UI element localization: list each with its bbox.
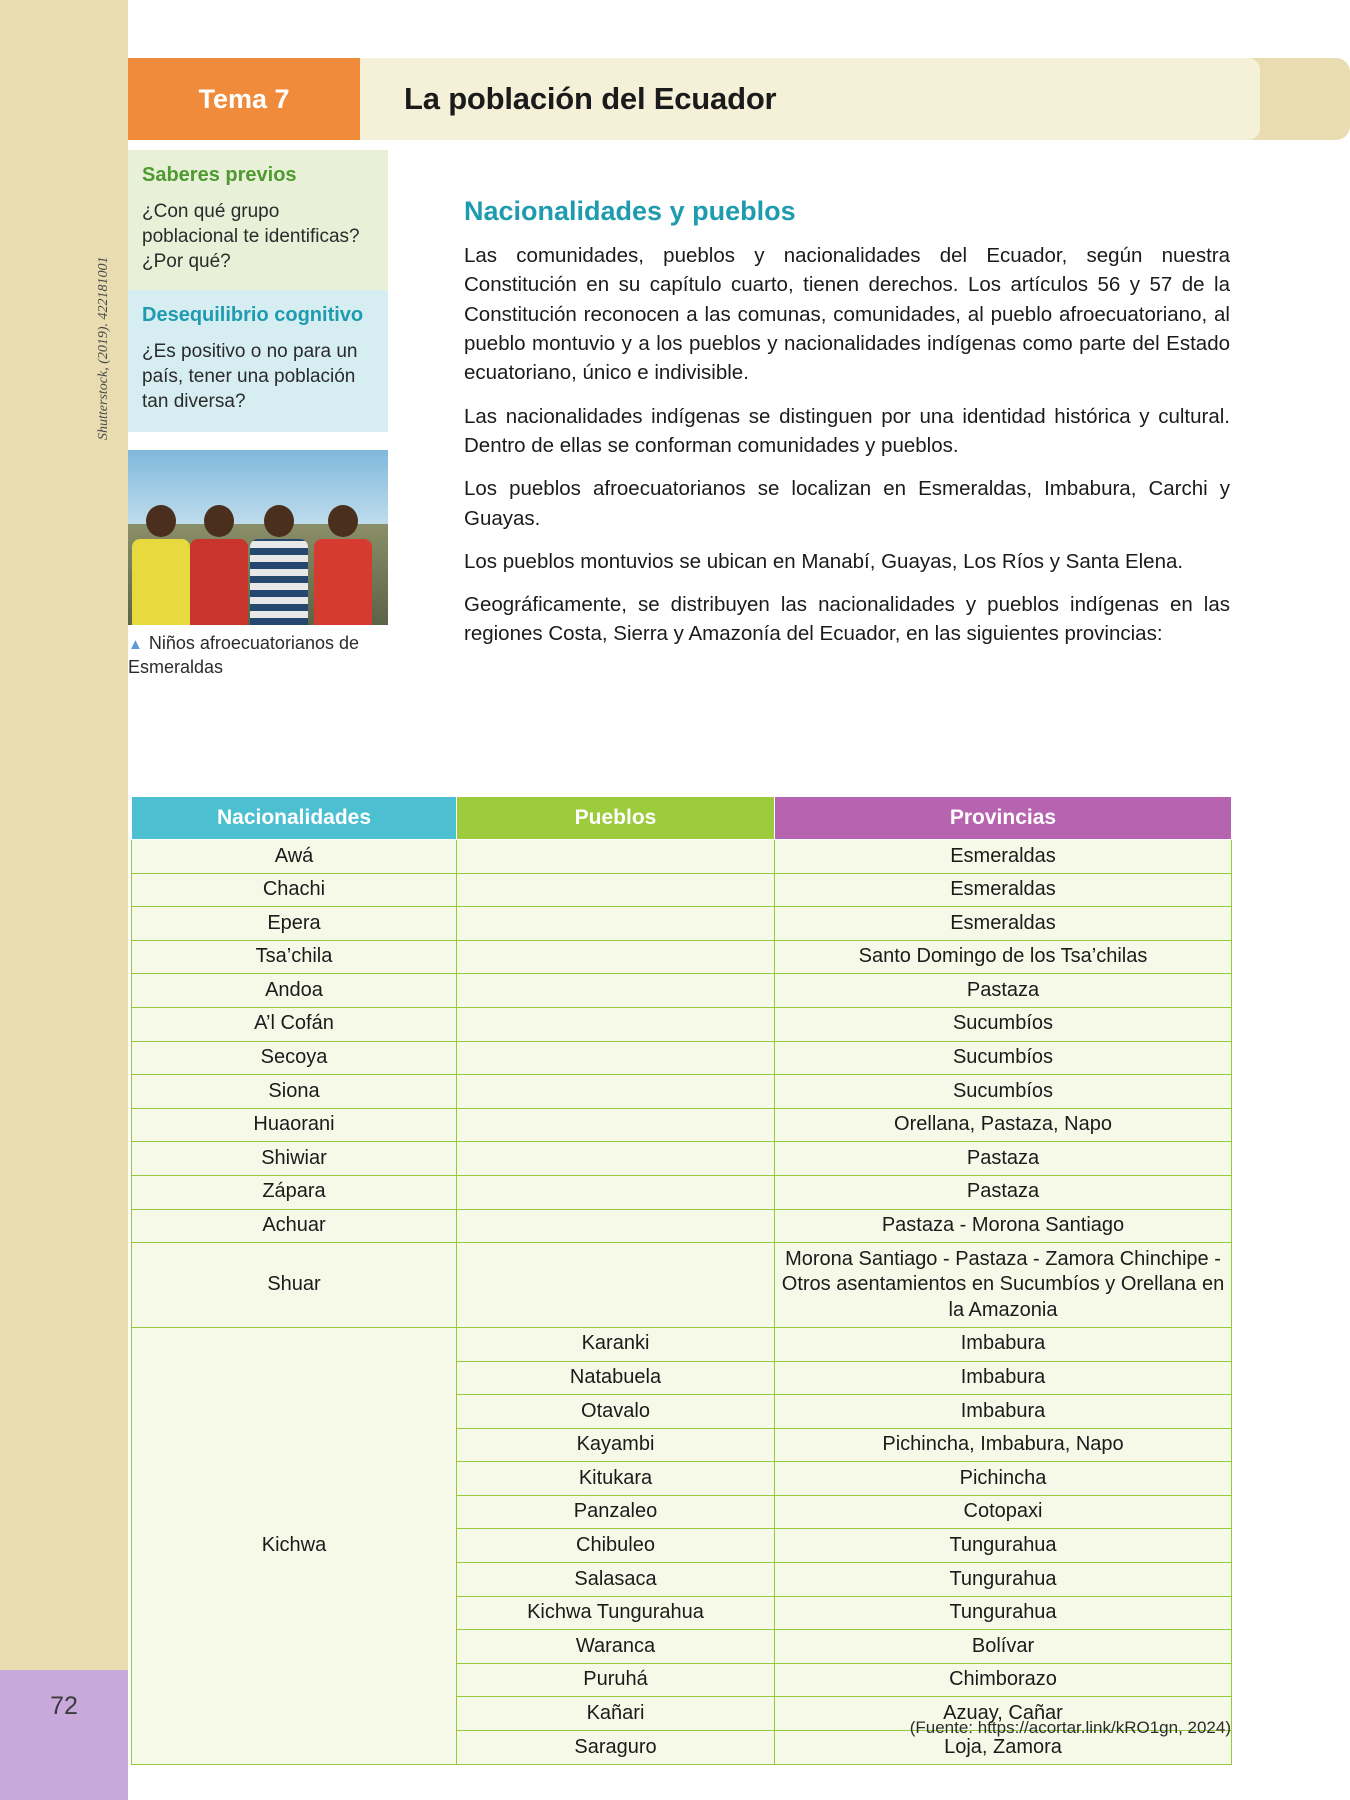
page-number-tab (0, 1670, 128, 1800)
cell-pueblo (457, 1075, 775, 1109)
table-row (132, 1041, 1232, 1075)
cell-nacionalidad: Kichwa (132, 1327, 457, 1764)
cell-nacionalidad: Siona (132, 1075, 457, 1109)
cell-provincia: Pastaza (775, 1142, 1232, 1176)
table-row (132, 907, 1232, 941)
photo-credit: Shutterstock, (2019). 422181001 (96, 256, 111, 440)
cell-pueblo: Otavalo (457, 1395, 775, 1429)
table-row-shuar (132, 1243, 1232, 1328)
cell-pueblo: Panzaleo (457, 1495, 775, 1529)
table-header-row (132, 797, 1232, 840)
table-header-nacionalidades: Nacionalidades (132, 797, 457, 840)
cell-pueblo (457, 1007, 775, 1041)
cell-provincia: Pastaza (775, 1175, 1232, 1209)
cell-provincia: Imbabura (775, 1327, 1232, 1361)
article-paragraph: Los pueblos afroecuatorianos se localizan en Esmeraldas, Imbabura, Carchi y Guayas. (464, 477, 1230, 530)
saberes-previos-text: ¿Con qué grupo poblacional te identificas? ¿Por qué? (142, 201, 360, 273)
photo-child-head (328, 505, 358, 537)
photo-child-head (264, 505, 294, 537)
tema-label: Tema 7 (198, 83, 290, 114)
cell-nacionalidad: Shiwiar (132, 1142, 457, 1176)
article-paragraph: Los pueblos montuvios se ubican en Manabí, Guayas, Los Ríos y Santa Elena. (464, 549, 1184, 573)
cell-pueblo: Kichwa Tungurahua (457, 1596, 775, 1630)
cell-pueblo: Karanki (457, 1327, 775, 1361)
cell-nacionalidad: Tsa’chila (132, 940, 457, 974)
cell-nacionalidad: Chachi (132, 873, 457, 907)
photo-caption (128, 632, 396, 680)
cell-pueblo (457, 840, 775, 874)
cell-pueblo: Waranca (457, 1630, 775, 1664)
cell-nacionalidad: Epera (132, 907, 457, 941)
table-row-kichwa (132, 1327, 1232, 1361)
cell-pueblo: Kayambi (457, 1428, 775, 1462)
cell-provincia: Tungurahua (775, 1596, 1232, 1630)
article-body (464, 196, 1230, 663)
cell-provincia: Tungurahua (775, 1563, 1232, 1597)
cell-nacionalidad: Huaorani (132, 1108, 457, 1142)
cell-provincia: Imbabura (775, 1395, 1232, 1429)
cell-pueblo (457, 1243, 775, 1328)
photo-child-head (204, 505, 234, 537)
cell-pueblo (457, 1175, 775, 1209)
table-source-note: (Fuente: https://acortar.link/kRO1gn, 2024) (909, 1718, 1231, 1737)
table-row (132, 940, 1232, 974)
tema-badge (128, 58, 360, 140)
photo-child-shirt (250, 539, 308, 625)
cell-provincia: Pastaza (775, 974, 1232, 1008)
cell-pueblo: Kañari (457, 1697, 775, 1731)
cell-provincia: Esmeraldas (775, 873, 1232, 907)
cell-pueblo (457, 873, 775, 907)
cell-pueblo: Salasaca (457, 1563, 775, 1597)
cell-provincia: Chimborazo (775, 1663, 1232, 1697)
cell-nacionalidad: Secoya (132, 1041, 457, 1075)
photo-caption-text: Niños afroecuatorianos de Esmeraldas (128, 633, 359, 677)
table-header-pueblos: Pueblos (457, 797, 775, 840)
cell-provincia: Santo Domingo de los Tsa’chilas (775, 940, 1232, 974)
desequilibrio-cognitivo-box (128, 290, 388, 432)
table-header-provincias: Provincias (775, 797, 1232, 840)
cell-pueblo (457, 974, 775, 1008)
table-row (132, 1007, 1232, 1041)
nacionalidades-table (131, 796, 1232, 1765)
table-row (132, 1209, 1232, 1243)
saberes-previos-title: Saberes previos (142, 164, 297, 186)
page-title: La población del Ecuador (404, 81, 777, 116)
desequilibrio-cognitivo-title: Desequilibrio cognitivo (142, 304, 364, 327)
photo-child-2 (190, 505, 248, 625)
cell-provincia: Morona Santiago - Pastaza - Zamora Chinchipe - Otros asentamientos en Sucumbíos y Orellana en la Amazonia (775, 1243, 1232, 1328)
cell-nacionalidad: Achuar (132, 1209, 457, 1243)
cell-nacionalidad: Shuar (132, 1243, 457, 1328)
table-row (132, 840, 1232, 874)
cell-pueblo (457, 1108, 775, 1142)
cell-pueblo: Kitukara (457, 1462, 775, 1496)
photo-figure (128, 450, 388, 625)
cell-pueblo (457, 940, 775, 974)
cell-provincia: Sucumbíos (775, 1041, 1232, 1075)
triangle-up-icon: ▲ (128, 636, 143, 653)
photo-child-shirt (132, 539, 190, 625)
cell-provincia: Bolívar (775, 1630, 1232, 1664)
cell-nacionalidad: Andoa (132, 974, 457, 1008)
photo-children-afroecuatorianos (128, 450, 388, 625)
table-row (132, 873, 1232, 907)
table-row (132, 1142, 1232, 1176)
sidebar (128, 150, 388, 432)
photo-child-shirt (190, 539, 248, 625)
cell-provincia: Sucumbíos (775, 1075, 1232, 1109)
cell-provincia: Cotopaxi (775, 1495, 1232, 1529)
cell-provincia: Sucumbíos (775, 1007, 1232, 1041)
article-paragraph: Las comunidades, pueblos y nacionalidades del Ecuador, según nuestra Constitución en su capítulo cuarto, tienen derechos. Los artículos 56 y 57 de la Constitución reconocen a las comunas, comunidades, al pueblo afroecuatoriano, al pueblo montuvio y a los pueblos y nacionalidades indígenas como parte del Estado ecuatoriano, único e indivisible. (464, 244, 1230, 385)
cell-pueblo (457, 1209, 775, 1243)
desequilibrio-cognitivo-text: ¿Es positivo o no para un país, tener una población tan diversa? (142, 341, 358, 413)
cell-provincia: Esmeraldas (775, 840, 1232, 874)
cell-provincia: Pastaza - Morona Santiago (775, 1209, 1232, 1243)
header-title-panel (360, 58, 1260, 140)
photo-child-4 (314, 505, 372, 625)
cell-pueblo: Puruhá (457, 1663, 775, 1697)
cell-pueblo (457, 1142, 775, 1176)
cell-nacionalidad: A’l Cofán (132, 1007, 457, 1041)
cell-pueblo: Natabuela (457, 1361, 775, 1395)
page-number: 72 (50, 1692, 78, 1720)
photo-child-head (146, 505, 176, 537)
cell-provincia: Orellana, Pastaza, Napo (775, 1108, 1232, 1142)
cell-provincia: Imbabura (775, 1361, 1232, 1395)
cell-nacionalidad: Zápara (132, 1175, 457, 1209)
cell-pueblo: Chibuleo (457, 1529, 775, 1563)
photo-child-1 (132, 505, 190, 625)
table-body (132, 840, 1232, 1765)
photo-child-shirt (314, 539, 372, 625)
article-paragraph: Geográficamente, se distribuyen las nacionalidades y pueblos indígenas en las regiones Costa, Sierra y Amazonía del Ecuador, en las siguientes provincias: (464, 593, 1230, 646)
cell-pueblo: Saraguro (457, 1731, 775, 1765)
nacionalidades-table-wrap (131, 796, 1231, 1765)
cell-provincia: Esmeraldas (775, 907, 1232, 941)
cell-provincia: Loja, Zamora (775, 1731, 1232, 1765)
photo-child-3 (250, 505, 308, 625)
table-row (132, 1108, 1232, 1142)
table-row (132, 1175, 1232, 1209)
cell-provincia: Tungurahua (775, 1529, 1232, 1563)
cell-pueblo (457, 1041, 775, 1075)
article-heading: Nacionalidades y pueblos (464, 196, 796, 226)
cell-provincia: Azuay, Cañar (775, 1697, 1232, 1731)
table-row (132, 974, 1232, 1008)
cell-pueblo (457, 907, 775, 941)
table-row (132, 1075, 1232, 1109)
article-paragraph: Las nacionalidades indígenas se distinguen por una identidad histórica y cultural. Dentro de ellas se conforman comunidades y pueblos. (464, 404, 1230, 457)
saberes-previos-box (128, 150, 388, 290)
cell-provincia: Pichincha (775, 1462, 1232, 1496)
cell-nacionalidad: Awá (132, 840, 457, 874)
cell-provincia: Pichincha, Imbabura, Napo (775, 1428, 1232, 1462)
